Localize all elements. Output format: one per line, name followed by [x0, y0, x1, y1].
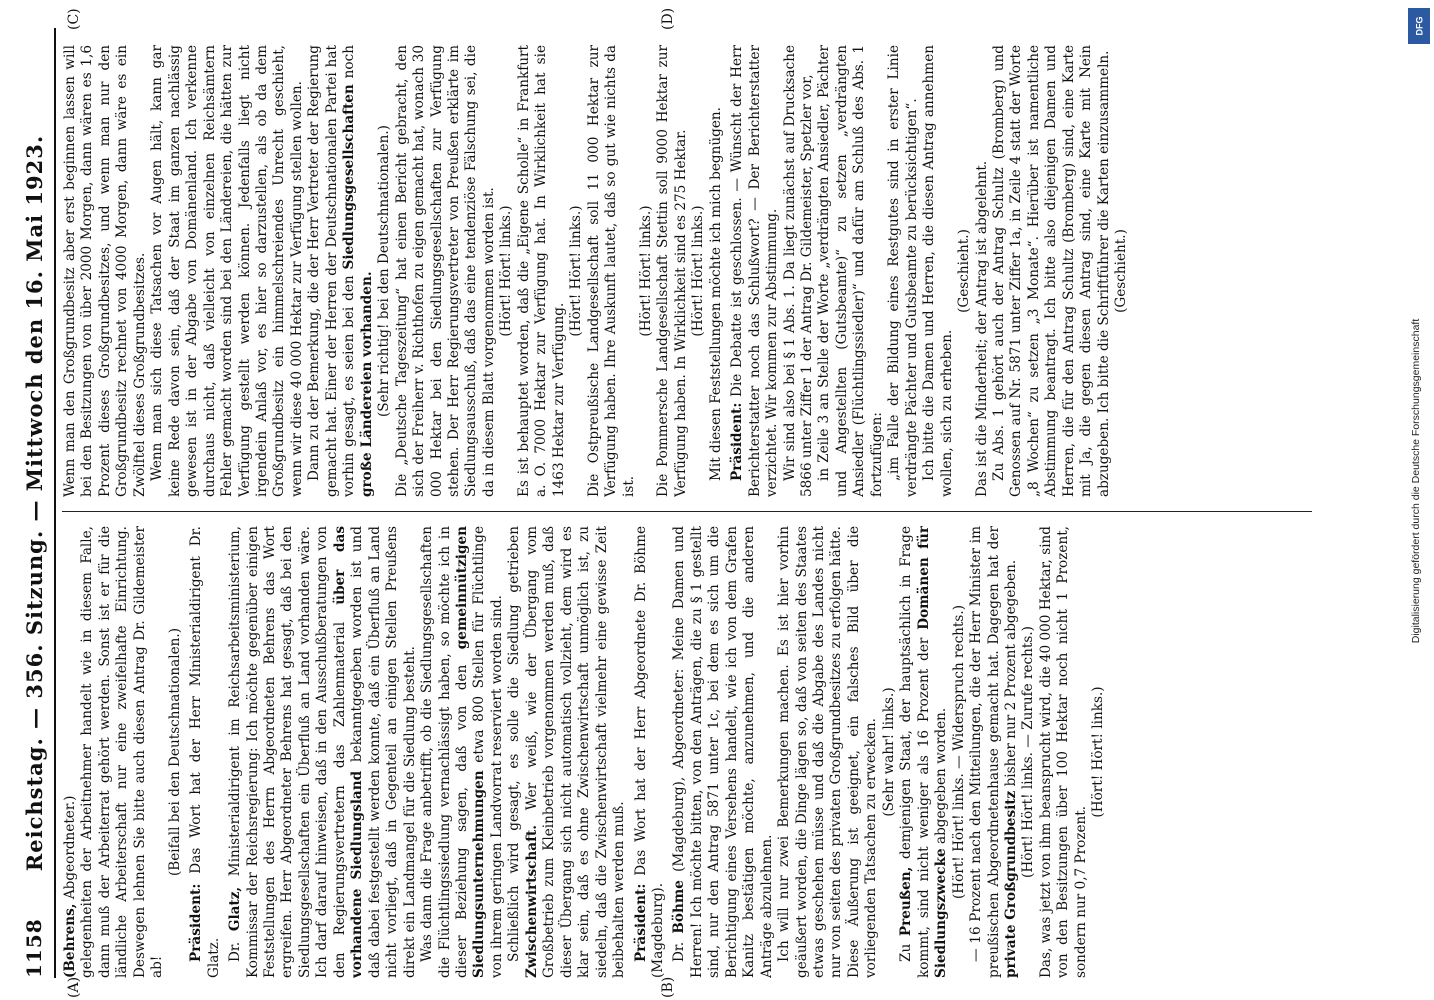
left-column-paragraph: (Sehr wahr! links.)	[880, 687, 897, 817]
right-column	[62, 45, 1332, 497]
right-column-paragraph: Das ist die Minderheit; der Antrag ist abgelehnt.	[973, 160, 990, 497]
right-column-paragraph: Wenn man sich diese Tatsachen vor Augen hält, kann gar keine Rede davon sein, daß der Staat im ganzen nachlässig gewesen ist in der Abgabe von Domänenland. Ich verkenne durchaus nicht, daß vielleicht von einzelnen Reichsämtern Fehler gemacht worden sind bei den Ländereien, die hätten zur Verfügung gestellt werden können. Jedenfalls liegt nicht irgendein Anlaß vor, es hier so darzustellen, als ob da dem Großgrundbesitz ein himmelschreiendes Unrecht geschieht, wenn wir diese 40 000 Hektar zur Verfügung stellen wollen.	[149, 45, 305, 497]
digitization-note	[1406, 6, 1430, 996]
right-column-paragraph: Wenn man den Großgrundbesitz aber erst beginnen lassen will bei den Besitzungen von über 2000 Morgen, dann wären es 1,6 Prozent dieses Großgrundbesitzes, und wenn man nur den Großgrundbesitz rechnet von 4000 Morgen, dann wäre es ein Zwölftel dieses Großgrundbesitzes.	[62, 45, 148, 497]
margin-marker-c: (C)	[66, 8, 82, 30]
right-column-paragraph: (Hört! Hört! links.)	[498, 205, 515, 337]
page-number: 1158	[22, 918, 46, 978]
left-column-paragraph: Dr. Glatz, Ministerialdirigent im Reichsarbeitsministerium, Kommissar der Reichsregierung: Ich möchte gegenüber einigen Feststellungen des Herrn Abgeordneten Behrens das Wort ergreifen. Herr Abgeordneter Behrens hat gesagt, daß bei den Siedlungsgesellschaften ein Überfluß an Land vorhanden wäre. Ich darf darauf hinweisen, daß in den Ausschußberatungen von den Regierungsvertretern das Zahlenmaterial über das vorhandene Siedlungsland bekanntgegeben worden ist und daß dabei festgestellt werden konnte, daß ein Überfluß an Land nicht vorliegt, daß in Gegenteil an einigen Stellen Preußens direkt ein Landmangel für die Siedlung besteht.	[227, 526, 418, 978]
margin-marker-a: (A)	[66, 976, 82, 998]
right-column-paragraph: Es ist behauptet worden, daß die „Eigene Scholle“ in Frankfurt a. O. 7000 Hektar zur Verfügung hat. In Wirklichkeit hat sie 1463 Hektar zur Verfügung.	[515, 45, 567, 497]
right-column-paragraph: Die Ostpreußische Landgesellschaft soll 11 000 Hektar zur Verfügung haben. Ihre Auskunft lautet, daß so gut wie nichts da ist.	[585, 45, 637, 497]
dfg-logo: DFG	[1408, 8, 1430, 44]
left-column-paragraph: (Hört! Hört! links. — Widerspruch rechts.)	[950, 605, 967, 900]
right-column-paragraph: Wir sind also bei § 1 Abs. 1. Da liegt zunächst auf Drucksache 5866 unter Ziffer 1 der Antrag Dr. Gildemeister, Spetzler vor,	[781, 45, 816, 497]
left-column-paragraph: Schließlich wird gesagt, es solle die Siedlung getrieben Zwischenwirtschaft. Wer weiß, wie der Übergang vom Großbetrieb zum Kleinbetrieb vorgenommen werden muß, daß dieser Übergang sich nicht automatisch vollzieht, dem wird es klar sein, daß es ohne Zwischenwirtschaft unmöglich ist, zu siedeln, daß die Zwischenwirtschaft vielmehr eine gewisse Zeit beibehalten werden muß.	[506, 526, 628, 978]
left-column-paragraph: (Hört! Hört! links.)	[1090, 686, 1107, 818]
left-column-paragraph: Was dann die Frage anbetrifft, ob die Siedlungsgesellschaften die Flüchtlingssiedlung vernachlässigt haben, so möchte ich in dieser Beziehung sagen, daß von den gemeinnützigen Siedlungsunternehmungen etwa 800 Stellen für Flüchtlinge von ihrem geringen Landvorrat reserviert worden sind.	[419, 526, 505, 978]
page-header	[18, 28, 56, 978]
left-column-paragraph: Dr. Böhme (Magdeburg), Abgeordneter: Meine Damen und Herren! Ich möchte bitten, von den Anträgen, die zu § 1 gestellt sind, nur den Antrag 5871 unter 1c, bei dem es sich um die Berichtigung eines Versehens handelt, wie ich von dem Grafen Kanitz bestätigen möchte, anzunehmen, und die anderen Anträge abzulehnen.	[671, 526, 775, 978]
session-title: Reichstag. — 356. Sitzung. — Mittwoch den 16. Mai 1923.	[22, 134, 47, 872]
left-column-paragraph: gelegenheiten der Arbeitnehmer handelt wie in diesem Falle, dann muß der Arbeiterrat gehört werden. Sonst ist er für die ländliche Arbeiterschaft nur eine zweifelhafte Einrichtung. Deswegen lehnen Sie bitte auch diesen Antrag Dr. Gildemeister ab!	[79, 526, 166, 978]
left-column-paragraph: (Beifall bei den Deutschnationalen.)	[166, 627, 183, 877]
right-column-paragraph: (Hört! Hört! links.)	[690, 205, 707, 337]
left-column-paragraph: Ich will nur zwei Bemerkungen machen. Es ist hier vorhin geäußert worden, die Dinge lägen so, daß von seiten des Staates etwas geschehen müsse und daß die Abgabe des Landes nicht nur von seiten des privaten Großgrundbesitzes zu erfolgen hätte. Diese Äußerung ist geeignet, ein falsches Bild über die vorliegenden Tatsachen zu erwecken.	[776, 526, 880, 978]
right-column-paragraph: Die „Deutsche Tageszeitung“ hat einen Bericht gebracht, den sich der Freiherr v. Richthofen zu eigen gemacht hat, wonach 30 000 Hektar bei den Siedlungsgesellschaften zur Verfügung stehen. Der Herr Regierungsvertreter von Preußen erklärte im Siedlungsausschuß, daß das eine tendenziöse Fälschung sei, die da in diesem Blatt vorgenommen worden ist.	[393, 45, 497, 497]
right-column-paragraph: (Hört! Hört! links.)	[637, 205, 654, 337]
left-column-paragraph: — 16 Prozent nach den Mitteilungen, die der Herr Minister im preußischen Abgeordnetenhause gemacht hat. Dagegen hat der private Großgrundbesitz bisher nur 2 Prozent abgegeben.	[968, 526, 1020, 978]
right-column-paragraph: Dann zu der Bemerkung, die der Herr Vertreter der Regierung gemacht hat. Einer der Herren der Deutschnationalen Partei hat vorhin gesagt, es seien bei den Siedlungsgesellschaften noch große Ländereien vorhanden.	[306, 45, 375, 497]
right-column-paragraph: (Hört! Hört! links.)	[568, 205, 585, 337]
right-column-paragraph: in Zeile 3 an Stelle der Worte „verdrängten Ansiedler, Pächter und Angestellten (Gutsbeamte)“ zu setzen „verdrängten Ansiedler (Flüchtlingssiedler)“ und dafür am Schluß des Abs. 1 fortzufügen:	[816, 45, 885, 497]
margin-marker-b: (B)	[660, 976, 676, 998]
left-column-paragraph: Zu Preußen, demjenigen Staat, der hauptsächlich in Frage kommt, sind nicht weniger als 16 Prozent der Domänen für Siedlungszwecke abgegeben worden.	[898, 526, 950, 978]
right-column-paragraph: (Sehr richtig! bei den Deutschnationalen.)	[376, 125, 393, 417]
digitization-note-text: Digitalisierung gefördert durch die Deutsche Forschungsgemeinschaft	[1410, 318, 1422, 644]
right-column-paragraph: Ich bitte die Damen und Herren, die diesen Antrag annehmen wollen, sich zu erheben.	[921, 45, 955, 497]
right-column-paragraph: (Geschieht.)	[956, 229, 973, 313]
right-column-paragraph: Die Pommersche Landgesellschaft Stettin soll 9000 Hektar zur Verfügung haben. In Wirklichkeit sind es 275 Hektar.	[655, 45, 689, 497]
right-column-paragraph: Zu Abs. 1 gehört auch der Antrag Schultz (Bromberg) und Genossen auf Nr. 5871 unter Ziffer 1a, in Zeile 4 statt der Worte „8 Wochen“ zu setzen „3 Monate“. Hierüber ist namentliche Abstimmung beantragt. Ich bitte also diejenigen Damen und Herren, die für den Antrag Schultz (Bromberg) sind, eine Karte mit Ja, die gegen diesen Antrag sind, eine Karte mit Nein abzugeben. Ich bitte die Schriftführer die Karten einzusammeln.	[991, 45, 1112, 497]
right-column-paragraph: (Geschieht.)	[1113, 229, 1130, 313]
margin-marker-d: (D)	[660, 7, 676, 30]
left-column-paragraph: (Behrens, Abgeordneter.)	[62, 795, 78, 978]
left-column-paragraph: (Hört! Hört! links. — Zurufe rechts.)	[1020, 626, 1037, 878]
left-column-paragraph: Präsident: Das Wort hat der Herr Abgeordnete Dr. Böhme (Magdeburg).	[632, 526, 666, 978]
column-divider	[62, 511, 1312, 512]
right-column-paragraph: „im Falle der Bildung eines Restgutes sind in erster Linie verdrängte Pächter und Gutsbeamte zu berücksichtigen“.	[886, 45, 920, 497]
left-column-paragraph: Das, was jetzt von ihm beansprucht wird, die 40 000 Hektar, sind von den Besitzungen über 100 Hektar noch nicht 1 Prozent, sondern nur 0,7 Prozent.	[1037, 526, 1089, 978]
right-column-paragraph: Präsident: Die Debatte ist geschlossen. — Wünscht der Herr Berichterstatter noch das Schlußwort? — Der Berichterstatter verzichtet. Wir kommen zur Abstimmung.	[729, 45, 781, 497]
right-column-paragraph: Mit diesen Feststellungen möchte ich mich begnügen.	[707, 107, 724, 481]
left-column-paragraph: Präsident: Das Wort hat der Herr Ministerialdirigent Dr. Glatz.	[188, 526, 222, 978]
left-column	[62, 526, 1332, 978]
